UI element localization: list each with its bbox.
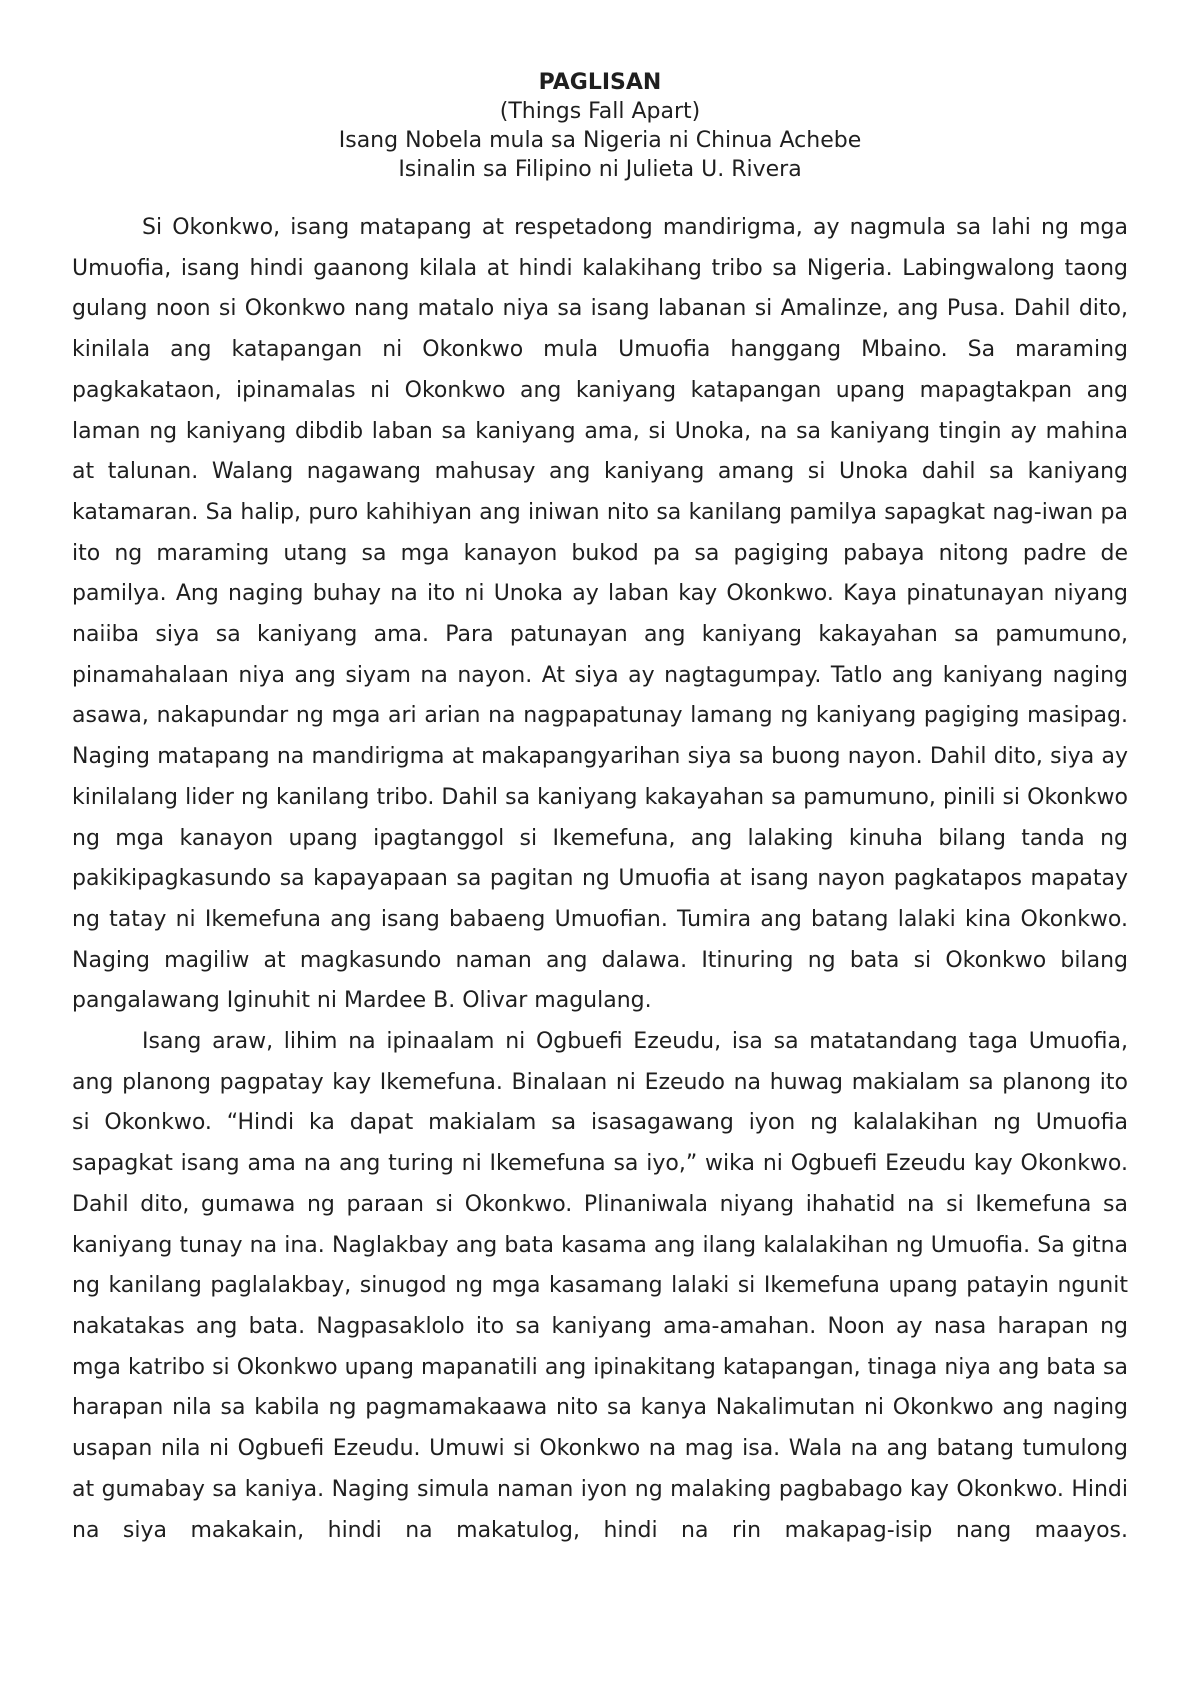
document-title: PAGLISAN	[538, 70, 662, 95]
document-body	[72, 208, 1128, 1551]
document-translator: Isinalin sa Filipino ni Julieta U. Rivera	[398, 157, 802, 182]
paragraph-2: Isang araw, lihim na ipinaalam ni Ogbuefi Ezeudu, isa sa matatandang taga Umuofia, ang planong pagpatay kay Ikemefuna. Binalaan ni Ezeudo na huwag makialam sa planong ito si Okonkwo. “Hindi ka dapat makialam sa isasagawang iyon ng kalalakihan ng Umuofia sapagkat isang ama na ang turing ni Ikemefuna sa iyo,” wika ni Ogbuefi Ezeudu kay Okonkwo. Dahil dito, gumawa ng paraan si Okonkwo. Plinaniwala niyang ihahatid na si Ikemefuna sa kaniyang tunay na ina. Naglakbay ang bata kasama ang ilang kalalakihan ng Umuofia. Sa gitna ng kanilang paglalakbay, sinugod ng mga kasamang lalaki si Ikemefuna upang patayin ngunit nakatakas ang bata. Nagpasaklolo ito sa kaniyang ama-amahan. Noon ay nasa harapan ng mga katribo si Okonkwo upang mapanatili ang ipinakitang katapangan, tinaga niya ang bata sa harapan nila sa kabila ng pagmamakaawa nito sa kanya Nakalimutan ni Okonkwo ang naging usapan nila ni Ogbuefi Ezeudu. Umuwi si Okonkwo na mag isa. Wala na ang batang tumulong at gumabay sa kaniya. Naging simula naman iyon ng malaking pagbabago kay Okonkwo. Hindi na siya makakain, hindi na makatulog, hindi na rin makapag-isip nang maayos.	[72, 1029, 1128, 1543]
document-header	[72, 68, 1128, 184]
document-byline: Isang Nobela mula sa Nigeria ni Chinua Achebe	[338, 128, 862, 153]
document-subtitle: (Things Fall Apart)	[499, 99, 701, 124]
paragraph-1: Si Okonkwo, isang matapang at respetadong mandirigma, ay nagmula sa lahi ng mga Umuofia, isang hindi gaanong kilala at hindi kalakihang tribo sa Nigeria. Labingwalong taong gulang noon si Okonkwo nang matalo niya sa isang labanan si Amalinze, ang Pusa. Dahil dito, kinilala ang katapangan ni Okonkwo mula Umuofia hanggang Mbaino. Sa maraming pagkakataon, ipinamalas ni Okonkwo ang kaniyang katapangan upang mapagtakpan ang laman ng kaniyang dibdib laban sa kaniyang ama, si Unoka, na sa kaniyang tingin ay mahina at talunan. Walang nagawang mahusay ang kaniyang amang si Unoka dahil sa kaniyang katamaran. Sa halip, puro kahihiyan ang iniwan nito sa kanilang pamilya sapagkat nag-iwan pa ito ng maraming utang sa mga kanayon bukod pa sa pagiging pabaya nitong padre de pamilya. Ang naging buhay na ito ni Unoka ay laban kay Okonkwo. Kaya pinatunayan niyang naiiba siya sa kaniyang ama. Para patunayan ang kaniyang kakayahan sa pamumuno, pinamahalaan niya ang siyam na nayon. At siya ay nagtagumpay. Tatlo ang kaniyang naging asawa, nakapundar ng mga ari arian na nagpapatunay lamang ng kaniyang pagiging masipag. Naging matapang na mandirigma at makapangyarihan siya sa buong nayon. Dahil dito, siya ay kinilalang lider ng kanilang tribo. Dahil sa kaniyang kakayahan sa pamumuno, pinili si Okonkwo ng mga kanayon upang ipagtanggol si Ikemefuna, ang lalaking kinuha bilang tanda ng pakikipagkasundo sa kapayapaan sa pagitan ng Umuofia at isang nayon pagkatapos mapatay ng tatay ni Ikemefuna ang isang babaeng Umuofian. Tumira ang batang lalaki kina Okonkwo. Naging magiliw at magkasundo naman ang dalawa. Itinuring ng bata si Okonkwo bilang pangalawang Iginuhit ni Mardee B. Olivar magulang.	[72, 215, 1128, 1014]
